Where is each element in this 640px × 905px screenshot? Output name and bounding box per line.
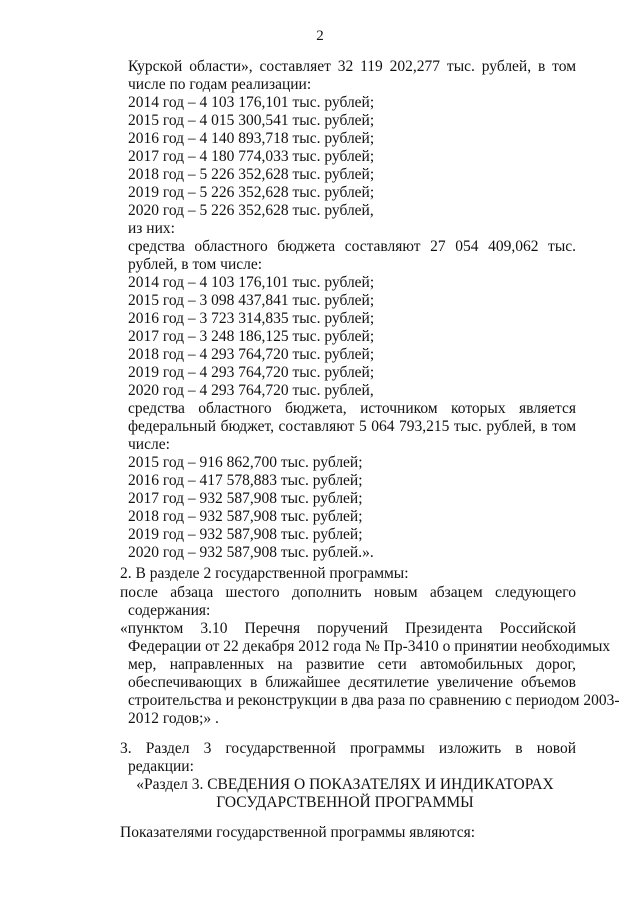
- paragraph-line: рублей, в том числе:: [128, 256, 263, 273]
- paragraph-line: средства областного бюджета, источником которых является: [128, 400, 576, 417]
- section-heading: 3. Раздел 3 государственной программы изложить в новой: [120, 740, 576, 757]
- year-line: 2016 год – 3 723 314,835 тыс. рублей;: [128, 310, 375, 327]
- quote-line: «пунктом 3.10 Перечня поручений Президента Российской: [120, 620, 576, 637]
- year-line: 2020 год – 932 587,908 тыс. рублей.».: [128, 544, 374, 561]
- paragraph-line: Курской области», составляет 32 119 202,277 тыс. рублей, в том: [128, 58, 576, 75]
- paragraph-line: редакции:: [128, 758, 194, 775]
- year-line: 2015 год – 3 098 437,841 тыс. рублей;: [128, 292, 375, 309]
- paragraph-line: после абзаца шестого дополнить новым абзацем следующего: [120, 584, 576, 601]
- paragraph-line: средства областного бюджета составляют 27 054 409,062 тыс.: [128, 238, 576, 255]
- year-line: 2015 год – 4 015 300,541 тыс. рублей;: [128, 112, 375, 129]
- year-line: 2018 год – 4 293 764,720 тыс. рублей;: [128, 346, 375, 363]
- quote-line: обеспечивающих в ближайшее десятилетие увеличение объемов: [128, 674, 576, 691]
- year-line: 2014 год – 4 103 176,101 тыс. рублей;: [128, 274, 375, 291]
- paragraph-line: числе по годам реализации:: [128, 76, 312, 93]
- section-title-line-1: «Раздел 3. СВЕДЕНИЯ О ПОКАЗАТЕЛЯХ И ИНДИКАТОРАХ: [136, 776, 554, 793]
- paragraph-line: Показателями государственной программы являются:: [120, 824, 476, 841]
- quote-line: 2012 годов;» .: [128, 710, 219, 727]
- section-title-line-2: ГОСУДАРСТВЕННОЙ ПРОГРАММЫ: [216, 794, 474, 811]
- paragraph-line: числе:: [128, 436, 170, 453]
- section-heading: 2. В разделе 2 государственной программы:: [120, 565, 409, 582]
- year-line: 2018 год – 5 226 352,628 тыс. рублей;: [128, 166, 375, 183]
- year-line: 2019 год – 4 293 764,720 тыс. рублей;: [128, 364, 375, 381]
- year-line: 2019 год – 5 226 352,628 тыс. рублей;: [128, 184, 375, 201]
- year-line: 2017 год – 932 587,908 тыс. рублей;: [128, 490, 363, 507]
- year-line: 2015 год – 916 862,700 тыс. рублей;: [128, 454, 363, 471]
- year-line: 2016 год – 417 578,883 тыс. рублей;: [128, 472, 363, 489]
- year-line: 2016 год – 4 140 893,718 тыс. рублей;: [128, 130, 375, 147]
- quote-line: Федерации от 22 декабря 2012 года № Пр-3410 о принятии необходимых: [128, 638, 611, 655]
- page-number: 2: [316, 28, 324, 44]
- paragraph-line: содержания:: [128, 602, 211, 619]
- year-line: 2014 год – 4 103 176,101 тыс. рублей;: [128, 94, 375, 111]
- year-line: 2018 год – 932 587,908 тыс. рублей;: [128, 508, 363, 525]
- year-line: 2019 год – 932 587,908 тыс. рублей;: [128, 526, 363, 543]
- year-line: 2017 год – 4 180 774,033 тыс. рублей;: [128, 148, 375, 165]
- year-line: 2020 год – 5 226 352,628 тыс. рублей,: [128, 202, 374, 219]
- quote-line: строительства и реконструкции в два раза по сравнению с периодом 2003-: [128, 692, 620, 709]
- paragraph-line: федеральный бюджет, составляют 5 064 793,215 тыс. рублей, в том: [128, 418, 576, 435]
- paragraph-line: из них:: [128, 220, 175, 237]
- year-line: 2020 год – 4 293 764,720 тыс. рублей,: [128, 382, 374, 399]
- quote-line: мер, направленных на развитие сети автомобильных дорог,: [128, 656, 576, 673]
- year-line: 2017 год – 3 248 186,125 тыс. рублей;: [128, 328, 375, 345]
